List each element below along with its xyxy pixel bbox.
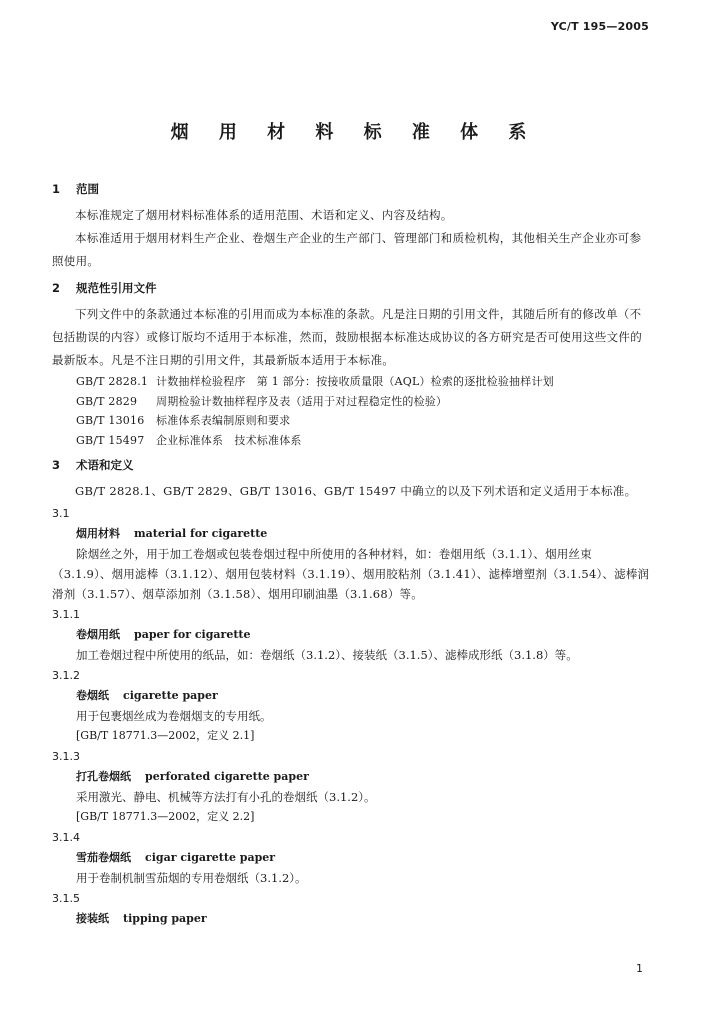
section-title: 术语和定义 — [76, 458, 134, 472]
reference-item — [52, 411, 650, 431]
reference-title: 计数抽样检验程序 第 1 部分：按接收质量限（AQL）检索的逐批检验抽样计划 — [156, 375, 554, 388]
term-definition: 加工卷烟过程中所使用的纸品，如：卷烟纸（3.1.2）、接装纸（3.1.5）、滤棒成形纸（3.1.8）等。 — [76, 648, 578, 662]
paragraph: 本标准适用于烟用材料生产企业、卷烟生产企业的生产部门、管理部门和质检机构，其他相关生产企业亦可参照使用。 — [52, 231, 642, 268]
term-number: 3.1.4 — [52, 831, 80, 844]
reference-title: 周期检验计数抽样程序及表（适用于对过程稳定性的检验） — [156, 394, 448, 408]
term-english: cigar cigarette paper — [145, 851, 276, 864]
paragraph: GB/T 2828.1、GB/T 2829、GB/T 13016、GB/T 15497 中确立的以及下列术语和定义适用于本标准。 — [75, 484, 637, 498]
section-number: 1 — [52, 182, 61, 196]
standard-code: YC/T 195—2005 — [550, 20, 649, 33]
term-chinese: 打孔卷烟纸 — [76, 770, 131, 783]
term-source: [GB/T 18771.3—2002，定义 2.2] — [76, 810, 255, 823]
term-chinese: 雪茄卷烟纸 — [76, 851, 131, 864]
section-heading-terms — [52, 454, 650, 476]
document-title: 烟 用 材 料 标 准 体 系 — [170, 122, 539, 143]
term-chinese: 卷烟用纸 — [76, 628, 120, 641]
term-entry — [52, 524, 650, 544]
term-chinese: 接装纸 — [76, 912, 109, 925]
term-entry — [52, 848, 650, 868]
reference-item — [52, 392, 650, 412]
term-definition: 采用激光、静电、机械等方法打有小孔的卷烟纸（3.1.2）。 — [76, 790, 376, 804]
paragraph: 本标准规定了烟用材料标准体系的适用范围、术语和定义、内容及结构。 — [75, 208, 453, 222]
section-number: 3 — [52, 458, 61, 472]
term-english: tipping paper — [123, 912, 207, 925]
term-english: material for cigarette — [134, 527, 268, 540]
section-heading-normative-references — [52, 277, 650, 299]
paragraph: 下列文件中的条款通过本标准的引用而成为本标准的条款。凡是注日期的引用文件，其随后所有的修改单（不包括勘误的内容）或修订版均不适用于本标准，然而，鼓励根据本标准达成协议的各方研究是否可使用这些文件的最新版本。凡是不注日期的引用文件，其最新版本适用于本标准。 — [52, 307, 642, 367]
reference-item — [52, 372, 650, 392]
term-number: 3.1.2 — [52, 669, 80, 682]
reference-title: 标准体系表编制原则和要求 — [156, 414, 291, 427]
term-chinese: 卷烟纸 — [76, 689, 109, 702]
term-number: 3.1.3 — [52, 750, 80, 763]
term-definition: 除烟丝之外，用于加工卷烟或包装卷烟过程中所使用的各种材料，如：卷烟用纸（3.1.1）、烟用丝束（3.1.9）、烟用滤棒（3.1.12）、烟用包装材料（3.1.19）、烟用胶粘剂（3.1.41）、滤棒增塑剂（3.1.54）、滤棒润滑剂（3.1.57）、烟草添加剂（3.1.58）、烟用印刷油墨（3.1.68）等。 — [52, 547, 650, 601]
term-entry — [52, 686, 650, 706]
section-title: 规范性引用文件 — [76, 281, 157, 295]
reference-item — [52, 431, 650, 451]
term-source: [GB/T 18771.3—2002，定义 2.1] — [76, 729, 255, 742]
page-number: 1 — [636, 962, 643, 975]
term-entry — [52, 625, 650, 645]
term-definition: 用于包裹烟丝成为卷烟烟支的专用纸。 — [76, 709, 272, 723]
section-heading-scope — [52, 178, 650, 200]
reference-code: GB/T 2829 — [76, 394, 138, 408]
reference-code: GB/T 2828.1 — [76, 375, 149, 388]
term-entry — [52, 767, 650, 787]
reference-code: GB/T 13016 — [76, 414, 145, 427]
section-number: 2 — [52, 281, 61, 295]
term-number: 3.1.1 — [52, 608, 80, 621]
term-definition: 用于卷制机制雪茄烟的专用卷烟纸（3.1.2）。 — [76, 871, 307, 885]
term-english: cigarette paper — [123, 689, 218, 702]
term-number: 3.1.5 — [52, 892, 80, 905]
term-number: 3.1 — [52, 507, 70, 520]
reference-title: 企业标准体系 技术标准体系 — [156, 433, 302, 447]
reference-code: GB/T 15497 — [76, 433, 145, 447]
term-english: paper for cigarette — [134, 628, 251, 641]
document-body — [52, 178, 650, 929]
term-english: perforated cigarette paper — [145, 770, 309, 783]
term-chinese: 烟用材料 — [76, 527, 120, 540]
term-entry — [52, 909, 650, 929]
section-title: 范围 — [76, 182, 99, 196]
